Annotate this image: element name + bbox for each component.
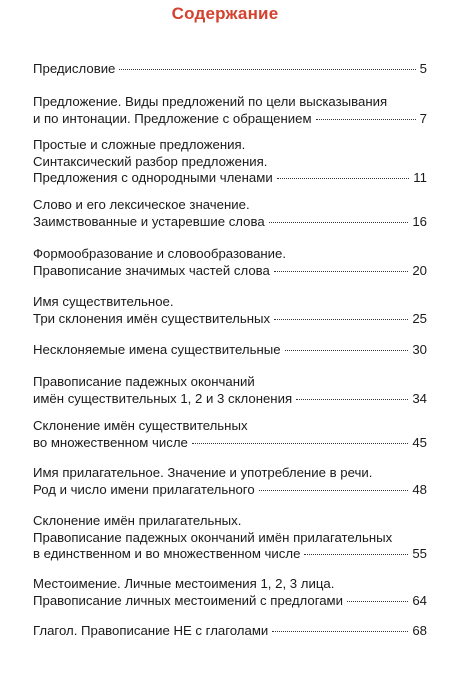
toc-page-number: 64 [412, 592, 427, 608]
toc-entry-text: Местоимение. Личные местоимения 1, 2, 3 лица. [33, 576, 335, 591]
toc-entry-text: Правописание падежных окончаний [33, 374, 255, 389]
toc-entry [33, 246, 427, 279]
toc-entry-last-line [33, 214, 427, 231]
toc-entry [33, 623, 427, 640]
toc-entry [33, 61, 427, 78]
toc-entry-text: Синтаксический разбор предложения. [33, 153, 268, 169]
dot-leader [277, 177, 410, 179]
toc-entry-text: Несклоняемые имена существительные [33, 342, 281, 357]
toc-entry-text: Имя существительное. [33, 294, 174, 309]
toc-page-number: 11 [413, 170, 427, 185]
toc-page-number: 20 [412, 262, 427, 278]
toc-title: Содержание [171, 4, 279, 23]
toc-page-number: 16 [412, 213, 427, 229]
toc-page-number: 25 [412, 310, 427, 326]
toc-entry-text: Склонение имён прилагательных. [33, 513, 242, 528]
toc-entry-text: Предисловие [33, 61, 116, 76]
toc-entry-last-line [33, 391, 427, 408]
toc-entry-text: Предложения с однородными членами [33, 170, 273, 185]
toc-entry [33, 342, 427, 359]
toc-entry-last-line [33, 170, 427, 187]
toc-entry-text: Правописание падежных окончаний имён прилагательных [33, 529, 393, 545]
dot-leader [269, 221, 409, 223]
toc-entry-text: Имя прилагательное. Значение и употребление в речи. [33, 465, 373, 480]
toc-entry-text: Слово и его лексическое значение. [33, 197, 250, 212]
dot-leader [274, 318, 408, 320]
toc-entry-text: Род и число имени прилагательного [33, 481, 255, 497]
toc-entry-last-line [33, 623, 427, 640]
dot-leader [347, 600, 408, 602]
dot-leader [316, 118, 416, 120]
toc-entry-text: Предложение. Виды предложений по цели высказывания [33, 94, 388, 109]
toc-entry-text: Склонение имён существительных [33, 418, 248, 433]
toc-entry [33, 513, 427, 563]
toc-entry-text: Правописание значимых частей слова [33, 262, 270, 278]
dot-leader [304, 553, 408, 555]
toc-entry-text: Глагол. Правописание НЕ с глаголами [33, 623, 269, 638]
toc-entry [33, 197, 427, 230]
dot-leader [119, 68, 415, 70]
toc-page-number: 34 [412, 390, 427, 406]
dot-leader [259, 489, 409, 491]
dot-leader [296, 398, 408, 400]
toc-entry [33, 374, 427, 407]
toc-page-number: 7 [419, 110, 427, 126]
toc-entry-last-line [33, 546, 427, 563]
toc-entry-text: имён существительных 1, 2 и 3 склонения [33, 390, 293, 406]
toc-entry-last-line [33, 482, 427, 499]
toc-entry-last-line [33, 593, 427, 610]
toc-page-number: 5 [419, 61, 427, 76]
toc-entry-last-line [33, 435, 427, 452]
toc-entry-last-line [33, 61, 427, 78]
toc-entry-text: Простые и сложные предложения. [33, 137, 246, 152]
toc-page-number: 45 [412, 434, 427, 450]
toc-entry-text: в единственном и во множественном числе [33, 546, 301, 561]
toc-entry [33, 294, 427, 327]
toc-entry-text: и по интонации. Предложение с обращением [33, 110, 312, 126]
toc-page-number: 55 [412, 546, 427, 561]
toc-entry [33, 465, 427, 498]
toc-entry [33, 418, 427, 451]
dot-leader [285, 349, 409, 351]
toc-entry-last-line [33, 342, 427, 359]
toc-page-number: 30 [412, 342, 427, 357]
toc-entry-text: во множественном числе [33, 434, 188, 450]
toc-entry-text: Правописание личных местоимений с предлогами [33, 592, 343, 608]
dot-leader [274, 270, 408, 272]
toc-entry-last-line [33, 111, 427, 128]
toc-entry [33, 137, 427, 187]
toc-entry-text: Формообразование и словообразование. [33, 246, 287, 261]
toc-page-number: 68 [412, 623, 427, 638]
toc-entry-last-line [33, 311, 427, 328]
dot-leader [192, 442, 408, 444]
dot-leader [272, 630, 408, 632]
toc-entry [33, 576, 427, 609]
toc-page-number: 48 [412, 481, 427, 497]
toc-entry-last-line [33, 263, 427, 280]
toc-entry [33, 94, 427, 127]
toc-entry-text: Заимствованные и устаревшие слова [33, 213, 265, 229]
toc-entry-text: Три склонения имён существительных [33, 310, 271, 326]
